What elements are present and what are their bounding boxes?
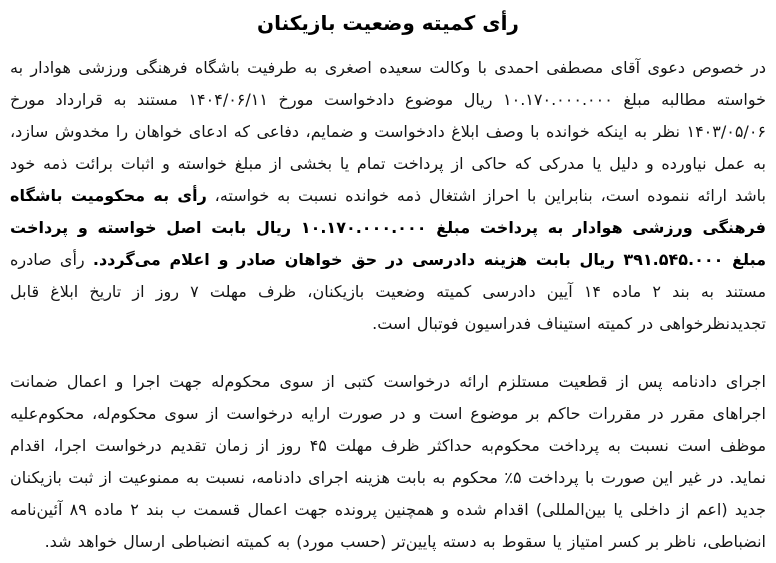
document-title: رأی کمیته وضعیت بازیکنان <box>257 11 519 35</box>
ruling-verdict-bold-text: رأی به محکومیت باشگاه فرهنگی ورزشی هوادار به پرداخت مبلغ ۱۰.۱۷۰.۰۰۰.۰۰۰ ریال بابت اصل خواسته و پرداخت مبلغ ۳۹۱.۵۴۵.۰۰۰ ریال بابت هزینه دادرسی در حق خواهان صادر و اعلام می‌گردد. <box>10 186 767 269</box>
ruling-appeal-text: رأی صادره مستند به بند ۲ ماده ۱۴ آیین دادرسی کمیته وضعیت بازیکنان، ظرف مهلت ۷ روز از تاریخ ابلاغ قابل تجدیدنظرخواهی در کمیته استیناف فدراسیون فوتبال است. <box>10 250 767 333</box>
execution-paragraph <box>10 366 766 558</box>
execution-text: اجرای دادنامه پس از قطعیت مستلزم ارائه درخواست کتبی از سوی محکوم‌له جهت اجرا و اعمال ضمانت اجراهای مقرر در مقررات حاکم بر موضوع است و در صورت ارایه درخواست از سوی محکوم‌له، محکوم‌علیه موظف است نسبت به پرداخت محکوم‌به حداکثر ظرف مهلت ۴۵ روز از زمان تقدیم درخواست اجرا، اقدام نماید. در غیر این صورت با پرداخت ۵٪ محکوم به بابت هزینه اجرای دادنامه، نسبت به ممنوعیت از ثبت بازیکنان جدید (اعم از داخلی یا بین‌المللی) اقدام شده و همچنین پرونده جهت اعمال قسمت ب بند ۲ ماده ۸۹ آئین‌نامه انضباطی، ناظر بر کسر امتیاز یا سقوط به دسته پایین‌تر (حسب مورد) به کمیته انضباطی ارسال خواهد شد. <box>10 372 767 551</box>
ruling-paragraph <box>10 52 766 340</box>
ruling-intro-text: در خصوص دعوی آقای مصطفی احمدی با وکالت سعیده اصغری به طرفیت باشگاه فرهنگی ورزشی هوادار به خواسته مطالبه مبلغ ۱۰.۱۷۰.۰۰۰.۰۰۰ ریال موضوع دادخواست مورخ ۱۴۰۴/۰۶/۱۱ مستند به قرارداد مورخ ۱۴۰۳/۰۵/۰۶ نظر به اینکه خوانده با وصف ابلاغ دادخواست و ضمایم، دفاعی که ادعای خواهان را مخدوش سازد، به عمل نیاورده و دلیل یا مدرکی که حاکی از پرداخت تمام یا بخشی از مبلغ خواسته و اثبات برائت ذمه خود باشد ارائه ننموده است، بنابراین با احراز اشتغال ذمه خوانده نسبت به خواسته، <box>10 58 767 205</box>
